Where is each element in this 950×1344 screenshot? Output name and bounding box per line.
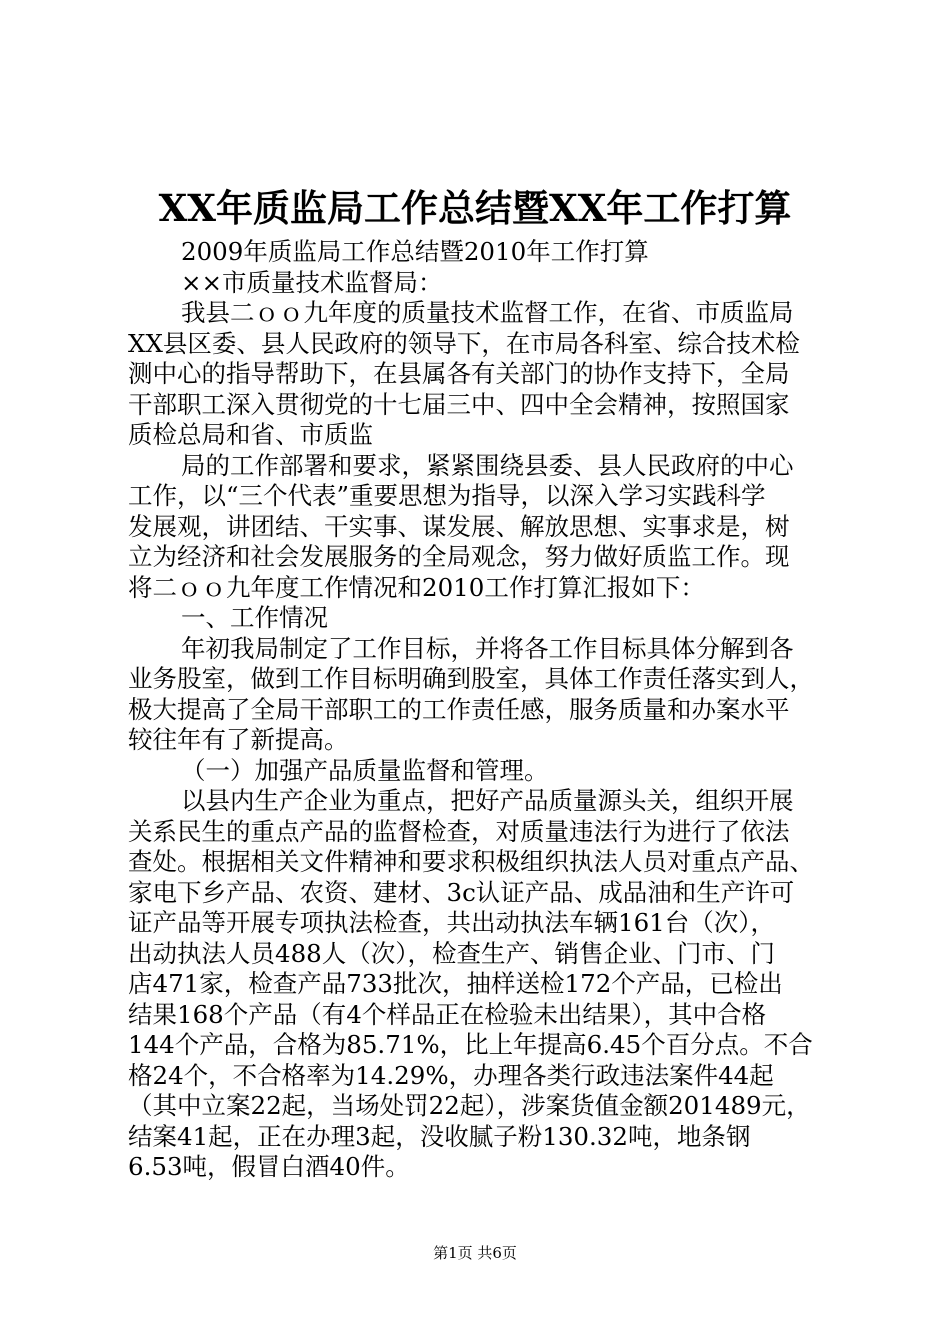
paragraph-line: （其中立案22起，当场处罚22起），涉案货值金额201489元， (128, 1091, 811, 1120)
paragraph-line: 局的工作部署和要求，紧紧围绕县委、县人民政府的中心 (181, 450, 794, 480)
section-heading: 一、工作情况 (181, 603, 328, 632)
paragraph-line: 质检总局和省、市质监 (128, 420, 373, 449)
paragraph-line: 工作，以“三个代表”重要思想为指导，以深入学习实践科学 (128, 481, 766, 510)
paragraph-line: 我县二ｏｏ九年度的质量技术监督工作，在省、市质监局 (181, 298, 794, 327)
paragraph-line: 店471家，检查产品733批次，抽样送检172个产品，已检出 (128, 969, 783, 998)
paragraph-line: 干部职工深入贯彻党的十七届三中、四中全会精神，按照国家 (128, 389, 790, 419)
document-body (128, 237, 832, 1183)
paragraph-line: 立为经济和社会发展服务的全局观念，努力做好质监工作。现 (128, 542, 790, 571)
subsection-heading: （一）加强产品质量监督和管理。 (181, 755, 549, 785)
paragraph-line: 测中心的指导帮助下，在县属各有关部门的协作支持下，全局 (128, 359, 790, 388)
paragraph-line: 6.53吨，假冒白酒40件。 (128, 1152, 410, 1181)
paragraph-line: 格24个，不合格率为14.29%，办理各类行政违法案件44起 (128, 1060, 774, 1090)
paragraph-line: 发展观，讲团结、干实事、谋发展、解放思想、实事求是，树 (128, 511, 790, 541)
paragraph-line: 出动执法人员488人（次），检查生产、销售企业、门市、门 (128, 938, 776, 968)
paragraph-line: 2009年质监局工作总结暨2010年工作打算 (181, 237, 649, 266)
paragraph-line: 以县内生产企业为重点，把好产品质量源头关，组织开展 (181, 786, 794, 815)
page-footer: 第1页 共6页 (433, 1244, 517, 1262)
document-title: XX年质监局工作总结暨XX年工作打算 (158, 186, 792, 230)
paragraph-line: 144个产品，合格为85.71%，比上年提高6.45个百分点。不合 (128, 1030, 813, 1059)
paragraph-line: 业务股室，做到工作目标明确到股室，具体工作责任落实到人， (128, 664, 814, 693)
paragraph-line: 查处。根据相关文件精神和要求积极组织执法人员对重点产品、 (128, 847, 814, 876)
paragraph-line: 家电下乡产品、农资、建材、3c认证产品、成品油和生产许可 (128, 877, 795, 907)
paragraph-line: 将二ｏｏ九年度工作情况和2010工作打算汇报如下： (128, 572, 705, 602)
paragraph-line: ××市质量技术监督局： (181, 267, 443, 297)
paragraph-line: 极大提高了全局干部职工的工作责任感，服务质量和办案水平 (128, 694, 790, 724)
paragraph-line: 证产品等开展专项执法检查，共出动执法车辆161台（次）， (128, 908, 776, 937)
paragraph-line: 结案41起，正在办理3起，没收腻子粉130.32吨，地条钢 (128, 1121, 751, 1151)
paragraph-line: 较往年有了新提高。 (128, 725, 349, 754)
paragraph-line: 关系民生的重点产品的监督检查，对质量违法行为进行了依法 (128, 816, 790, 846)
paragraph-line: XX县区委、县人民政府的领导下，在市局各科室、综合技术检 (128, 328, 800, 358)
paragraph-line: 结果168个产品（有4个样品正在检验未出结果），其中合格 (128, 999, 767, 1029)
paragraph-line: 年初我局制定了工作目标，并将各工作目标具体分解到各 (181, 633, 794, 663)
